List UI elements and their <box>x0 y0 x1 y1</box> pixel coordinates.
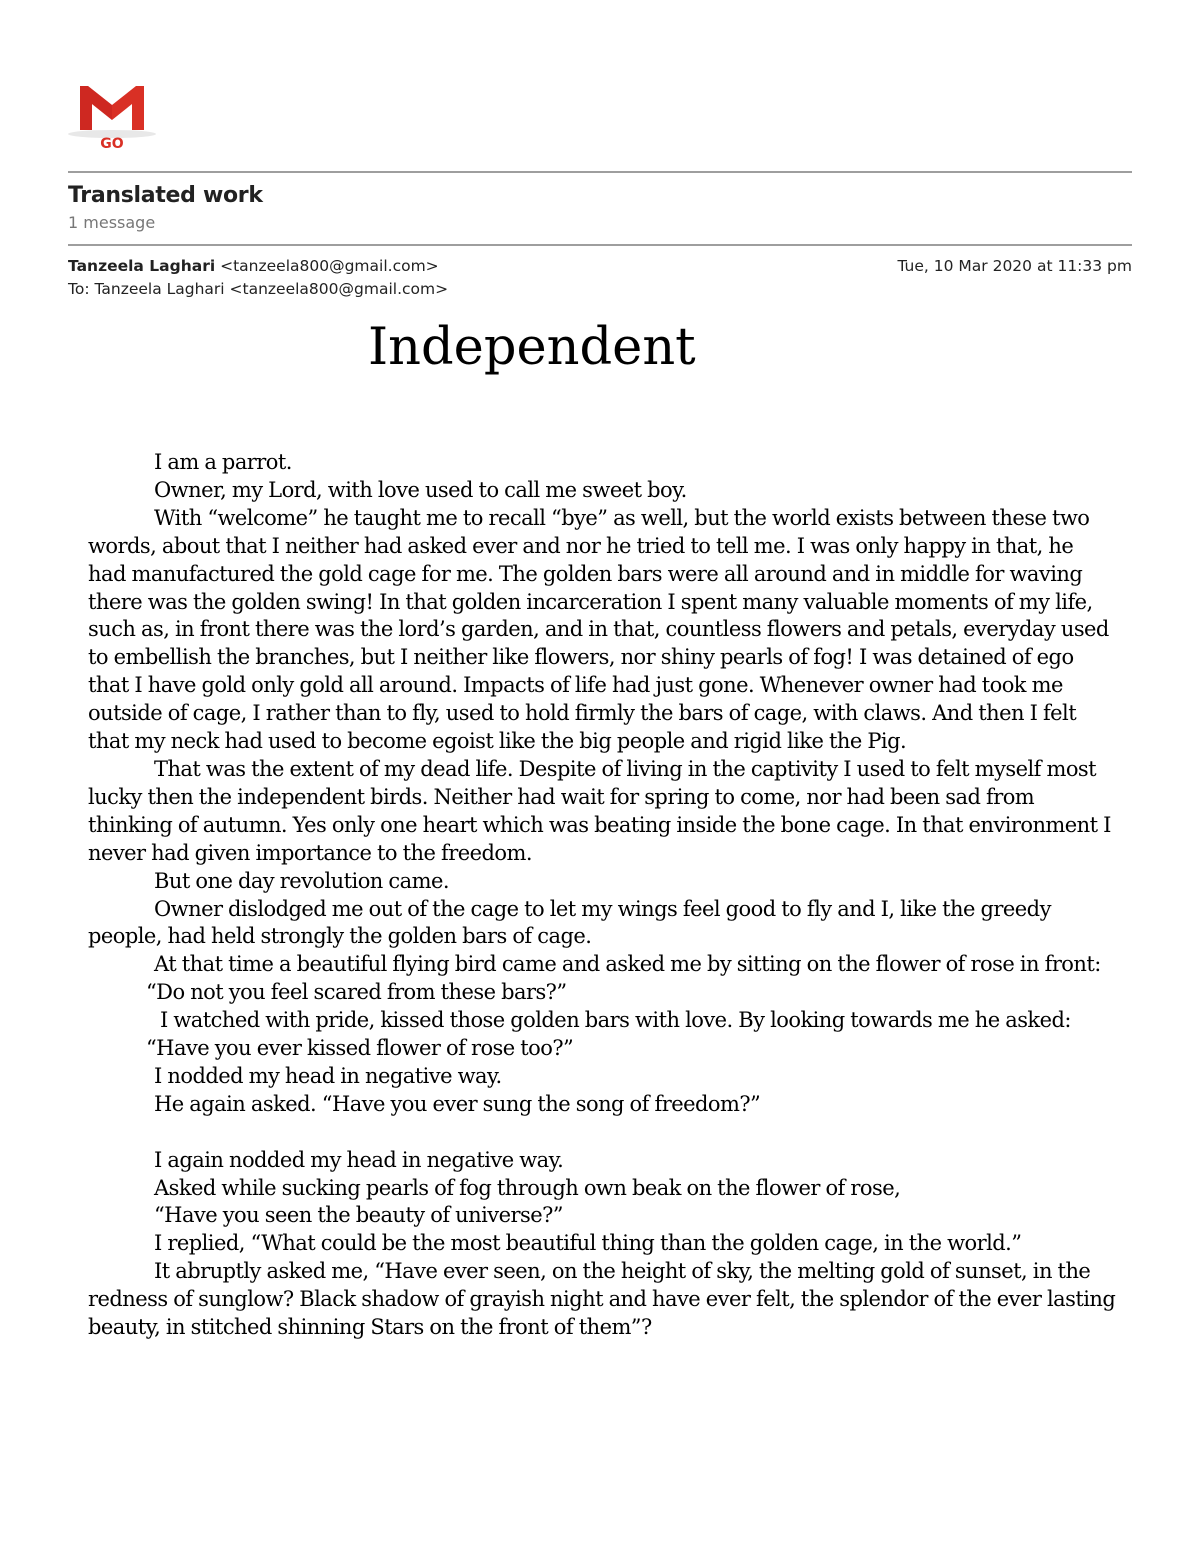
email-subject: Translated work <box>68 183 263 208</box>
paragraph: I am a parrot. <box>154 450 292 474</box>
paragraph: I watched with pride, kissed those golden bars with love. By looking towards me he asked: <box>160 1008 1071 1033</box>
paragraph: Owner, my Lord, with love used to call me sweet boy. <box>154 477 687 502</box>
sender-line <box>68 257 439 275</box>
paragraph: I again nodded my head in negative way. <box>154 1147 564 1172</box>
gmail-m-icon <box>66 78 158 138</box>
paragraph: Owner dislodged me out of the cage to let my wings feel good to fly and I, like the greedy people, had held strongly the golden bars of cage. <box>88 896 1051 949</box>
paragraph: “Have you seen the beauty of universe?” <box>154 1203 563 1228</box>
sender-name: Tanzeela Laghari <box>68 257 216 275</box>
paragraph: “Do not you feel scared from these bars?” <box>146 980 567 1005</box>
header-divider <box>68 171 1132 173</box>
subject-divider <box>68 244 1132 246</box>
paragraph: He again asked. “Have you ever sung the song of freedom?” <box>154 1091 761 1116</box>
document-body <box>88 449 1116 1342</box>
email-date: Tue, 10 Mar 2020 at 11:33 pm <box>897 257 1132 275</box>
document-title: Independent <box>368 318 696 377</box>
paragraph: I replied, “What could be the most beautiful thing than the golden cage, in the world.” <box>154 1231 1022 1256</box>
paragraph: At that time a beautiful flying bird came and asked me by sitting on the flower of rose in front: <box>154 952 1101 977</box>
paragraph: That was the extent of my dead life. Despite of living in the captivity I used to felt myself most lucky then the independent birds. Neither had wait for spring to come, nor had been sad from thinking of autumn. Yes only one heart which was beating inside the bone cage. In that environment I never had given importance to the freedom. <box>88 756 1111 865</box>
logo-label: GO <box>100 136 124 152</box>
gmail-logo <box>66 78 158 156</box>
recipient-line: To: Tanzeela Laghari <tanzeela800@gmail.com> <box>68 280 449 298</box>
blank-line <box>88 1119 1116 1147</box>
paragraph: I nodded my head in negative way. <box>154 1063 502 1088</box>
sender-email: <tanzeela800@gmail.com> <box>220 257 439 275</box>
paragraph: Asked while sucking pearls of fog through own beak on the flower of rose, <box>154 1175 901 1200</box>
paragraph: But one day revolution came. <box>154 868 449 893</box>
paragraph: It abruptly asked me, “Have ever seen, on the height of sky, the melting gold of sunset, in the redness of sunglow? Black shadow of grayish night and have ever felt, the splendor of the ever lasting beauty, in stitched shinning Stars on the front of them”? <box>88 1259 1116 1340</box>
paragraph: “Have you ever kissed flower of rose too?” <box>146 1036 574 1061</box>
message-count: 1 message <box>68 213 156 232</box>
paragraph: With “welcome” he taught me to recall “bye” as well, but the world exists between these two words, about that I neither had asked ever and nor he tried to tell me. I was only happy in that, he had manufactured the gold cage for me. The golden bars were all around and in middle for waving there was the golden swing! In that golden incarceration I spent many valuable moments of my life, such as, in front there was the lord’s garden, and in that, countless flowers and petals, everyday used to embellish the branches, but I neither like flowers, nor shiny pearls of fog! I was detained of ego that I have gold only gold all around. Impacts of life had just gone. Whenever owner had took me outside of cage, I rather than to fly, used to hold firmly the bars of cage, with claws. And then I felt that my neck had used to become egoist like the big people and rigid like the Pig. <box>88 505 1109 754</box>
